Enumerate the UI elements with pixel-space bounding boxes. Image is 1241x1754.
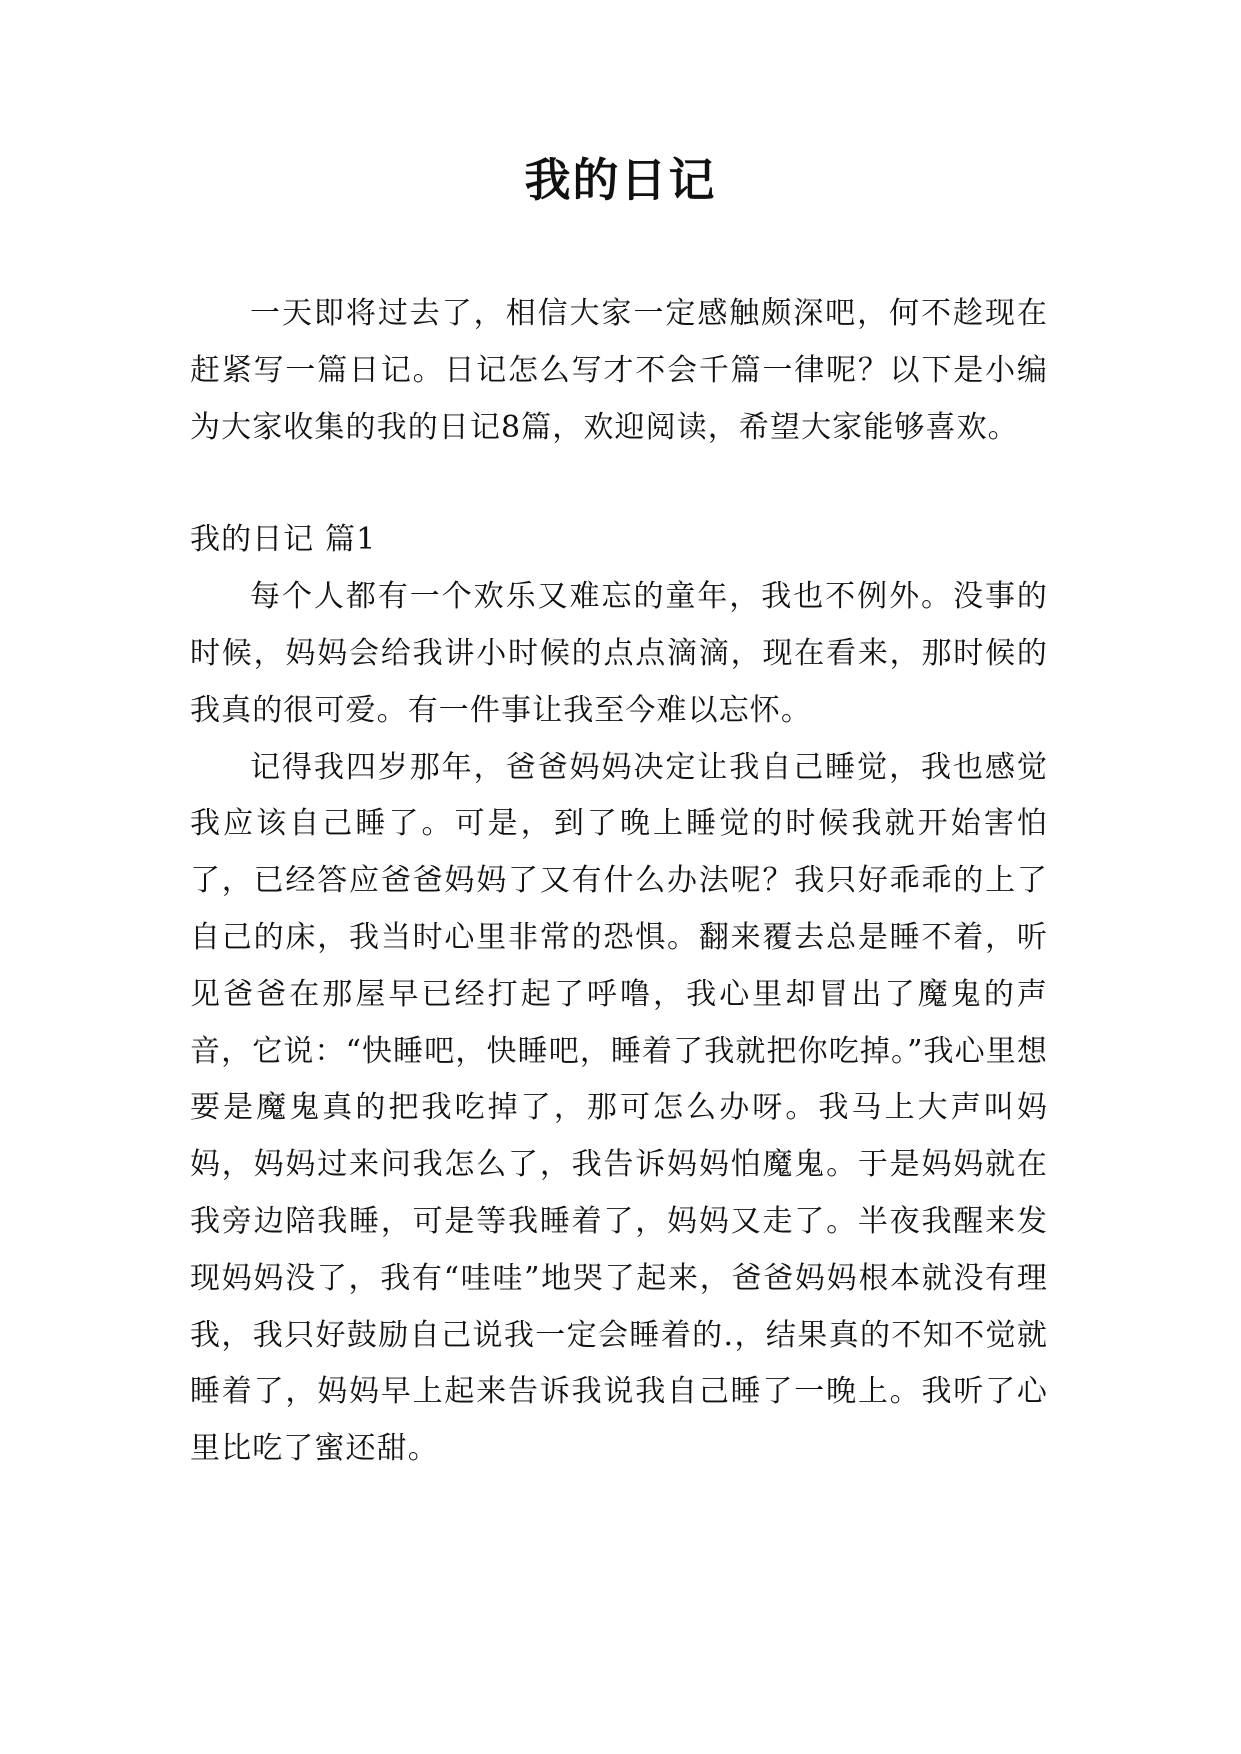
section-heading: 我的日记 篇1 bbox=[190, 522, 377, 558]
section-paragraph-2: 记得我四岁那年，爸爸妈妈决定让我自己睡觉，我也感觉我应该自己睡了。可是，到了晚上睡觉的时候我就开始害怕了，已经答应爸爸妈妈了又有什么办法呢？我只好乖乖的上了自己的床，我当时心里非常的恐惧。翻来覆去总是睡不着，听见爸爸在那屋早已经打起了呼噜，我心里却冒出了魔鬼的声音，它说：“快睡吧，快睡吧，睡着了我就把你吃掉。”我心里想要是魔鬼真的把我吃掉了，那可怎么办呀。我马上大声叫妈妈，妈妈过来问我怎么了，我告诉妈妈怕魔鬼。于是妈妈就在我旁边陪我睡，可是等我睡着了，妈妈又走了。半夜我醒来发现妈妈没了，我有“哇哇”地哭了起来，爸爸妈妈根本就没有理我，我只好鼓励自己说我一定会睡着的.，结果真的不知不觉就睡着了，妈妈早上起来告诉我说我自己睡了一晚上。我听了心里比吃了蜜还甜。 bbox=[190, 749, 1048, 1467]
section-1 bbox=[190, 456, 1048, 1478]
intro-paragraph: 一天即将过去了，相信大家一定感触颇深吧，何不趁现在赶紧写一篇日记。日记怎么写才不会千篇一律呢？以下是小编为大家收集的我的日记8篇，欢迎阅读，希望大家能够喜欢。 bbox=[190, 296, 1048, 445]
section-paragraph-1: 每个人都有一个欢乐又难忘的童年，我也不例外。没事的时候，妈妈会给我讲小时候的点点滴滴，现在看来，那时候的我真的很可爱。有一件事让我至今难以忘怀。 bbox=[190, 579, 1048, 728]
document-body bbox=[190, 286, 1048, 1478]
document-title: 我的日记 bbox=[524, 153, 717, 207]
